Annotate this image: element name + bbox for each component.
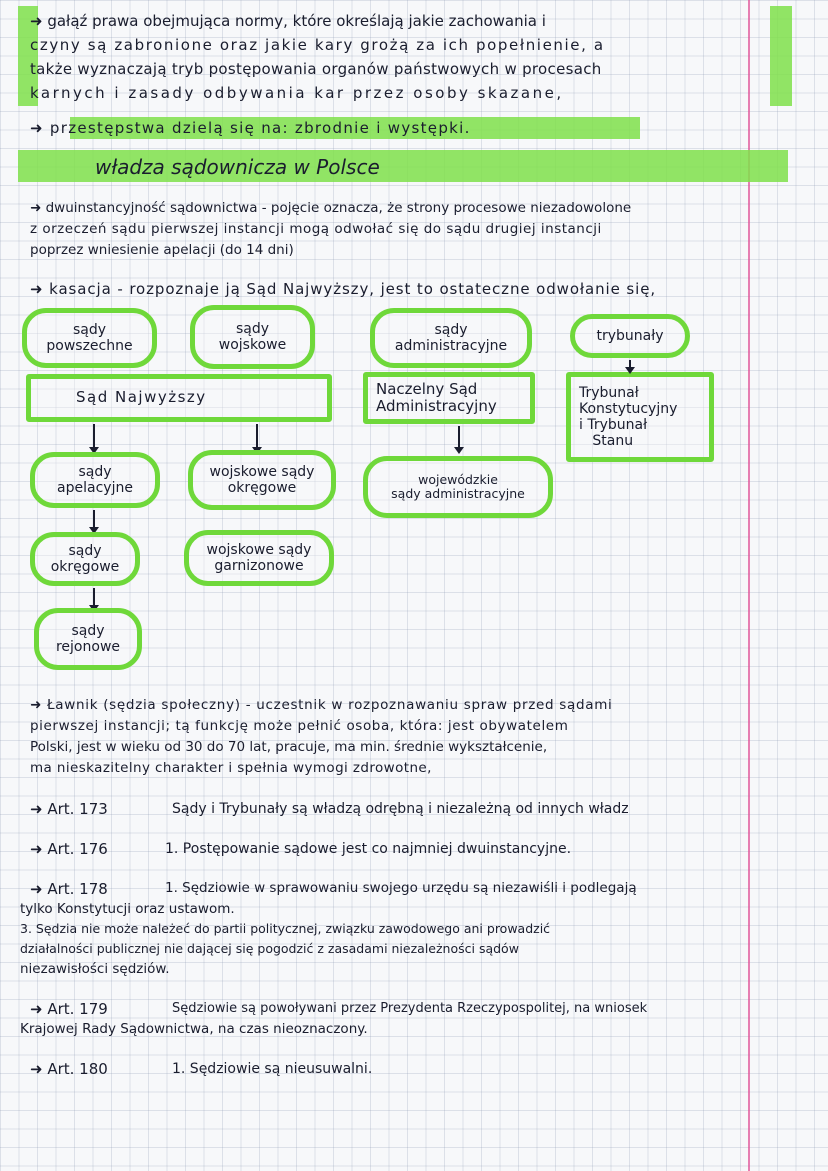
node-label: Stanu <box>592 433 634 450</box>
lawnik-line-1: ➜ Ławnik (sędzia społeczny) - uczestnik w rozpoznawaniu spraw przed sądami <box>30 697 613 713</box>
node-sady-administracyjne <box>370 308 532 368</box>
art-176-number: ➜ Art. 176 <box>30 840 108 858</box>
art-173-number: ➜ Art. 173 <box>30 800 108 818</box>
art-178-line-2: tylko Konstytucji oraz ustawom. <box>20 901 235 917</box>
node-label: rejonowe <box>55 639 121 655</box>
art-179-number: ➜ Art. 179 <box>30 1000 108 1018</box>
art-178-line-4: działalności publicznej nie dającej się pogodzić z zasadami niezależności sądów <box>20 941 519 956</box>
art-176-text: 1. Postępowanie sądowe jest co najmniej dwuinstancyjne. <box>165 841 572 857</box>
node-label: wojewódzkie <box>418 471 498 487</box>
lawnik-line-4: ma nieskazitelny charakter i spełnia wymogi zdrowotne, <box>30 760 432 776</box>
two-instance-line-3: poprzez wniesienie apelacji (do 14 dni) <box>30 242 294 258</box>
art-178-line-3: 3. Sędzia nie może należeć do partii politycznej, związku zawodowego ani prowadzić <box>20 921 551 936</box>
art-178-text: 1. Sędziowie w sprawowaniu swojego urzędu są niezawiśli i podlegają <box>165 880 637 896</box>
node-label: Naczelny Sąd <box>376 379 478 398</box>
node-label: Administracyjny <box>376 397 497 415</box>
node-label: okręgowe <box>50 559 120 575</box>
connector-sn-apelacyjne <box>93 424 95 452</box>
art-178-number: ➜ Art. 178 <box>30 880 108 898</box>
node-wojskowe-sady-garnizonowe <box>184 530 334 586</box>
art-179-text: Sędziowie są powoływani przez Prezydenta Rzeczypospolitej, na wniosek <box>172 1001 648 1016</box>
node-wojewodzkie-sady-administracyjne <box>363 456 553 518</box>
node-label: wojskowe sądy <box>209 463 315 480</box>
connector-nsa-wsa <box>458 426 460 452</box>
intro-highlight-right <box>770 6 792 106</box>
node-sady-wojskowe <box>190 305 315 369</box>
node-label: sądy <box>434 321 468 338</box>
node-label: sądy <box>235 320 270 337</box>
connector-trybunaly-tk <box>629 360 631 372</box>
lawnik-line-3: Polski, jest w wieku od 30 do 70 lat, pracuje, ma min. średnie wykształcenie, <box>30 739 548 755</box>
node-trybunal-konstytucyjny <box>566 372 714 462</box>
node-wojskowe-sady-okregowe <box>188 450 336 510</box>
art-179-line-2: Krajowej Rady Sądownictwa, na czas nieoznaczony. <box>20 1021 368 1037</box>
node-label: powszechne <box>46 338 133 354</box>
node-label: wojskowe sądy <box>206 541 312 558</box>
intro-line-3: także wyznaczają tryb postępowania organów państwowych w procesach <box>30 60 602 78</box>
node-sady-okregowe <box>30 532 140 586</box>
crimes-text: ➜ przestępstwa dzielą się na: zbrodnie i występki. <box>30 119 471 137</box>
node-label: sądy administracyjne <box>391 486 525 501</box>
art-173-text: Sądy i Trybunały są władzą odrębną i niezależną od innych władz <box>172 801 629 817</box>
art-178-line-5: niezawisłości sędziów. <box>20 961 170 977</box>
node-label: Sąd Najwyższy <box>76 388 207 407</box>
connector-okregowe-rejonowe <box>93 588 95 610</box>
node-label: trybunały <box>596 327 664 344</box>
node-sad-najwyzszy <box>26 374 332 422</box>
art-180-text: 1. Sędziowie są nieusuwalni. <box>172 1061 373 1077</box>
intro-line-4: karnych i zasady odbywania kar przez osoby skazane, <box>30 84 564 102</box>
node-sady-rejonowe <box>34 608 142 670</box>
node-sady-powszechne <box>22 308 157 368</box>
kasacja-text: ➜ kasacja - rozpoznaje ją Sąd Najwyższy, jest to ostateczne odwołanie się, <box>30 280 657 298</box>
node-label: i Trybunał <box>579 417 648 433</box>
node-label: wojskowe <box>218 337 287 353</box>
node-label: administracyjne <box>394 338 508 354</box>
intro-line-1: ➜ gałąź prawa obejmująca normy, które określają jakie zachowania i <box>30 12 546 30</box>
art-180-number: ➜ Art. 180 <box>30 1060 108 1078</box>
node-trybunaly <box>570 314 690 358</box>
lawnik-line-2: pierwszej instancji; tą funkcję może pełnić osoba, która: jest obywatelem <box>30 718 569 734</box>
node-label: sądy <box>68 542 102 559</box>
node-label: Trybunał <box>579 384 639 401</box>
node-label: Konstytucyjny <box>579 400 678 417</box>
two-instance-line-2: z orzeczeń sądu pierwszej instancji mogą odwołać się do sądu drugiej instancji <box>30 221 602 237</box>
node-label: garnizonowe <box>214 558 304 574</box>
section-heading: władza sądownicza w Polsce <box>95 155 380 179</box>
node-label: sądy <box>78 463 112 480</box>
node-sady-apelacyjne <box>30 452 160 508</box>
node-label: apelacyjne <box>57 480 133 496</box>
connector-sn-wojskowe <box>256 424 258 452</box>
connector-apelacyjne-okregowe <box>93 510 95 532</box>
node-label: sądy <box>72 321 107 338</box>
intro-line-2: czyny są zabronione oraz jakie kary grożą za ich popełnienie, a <box>30 36 605 54</box>
two-instance-line-1: ➜ dwuinstancyjność sądownictwa - pojęcie oznacza, że strony procesowe niezadowolone <box>30 200 632 216</box>
node-nsa <box>363 372 535 424</box>
node-label: okręgowe <box>227 480 297 496</box>
node-label: sądy <box>71 622 105 639</box>
